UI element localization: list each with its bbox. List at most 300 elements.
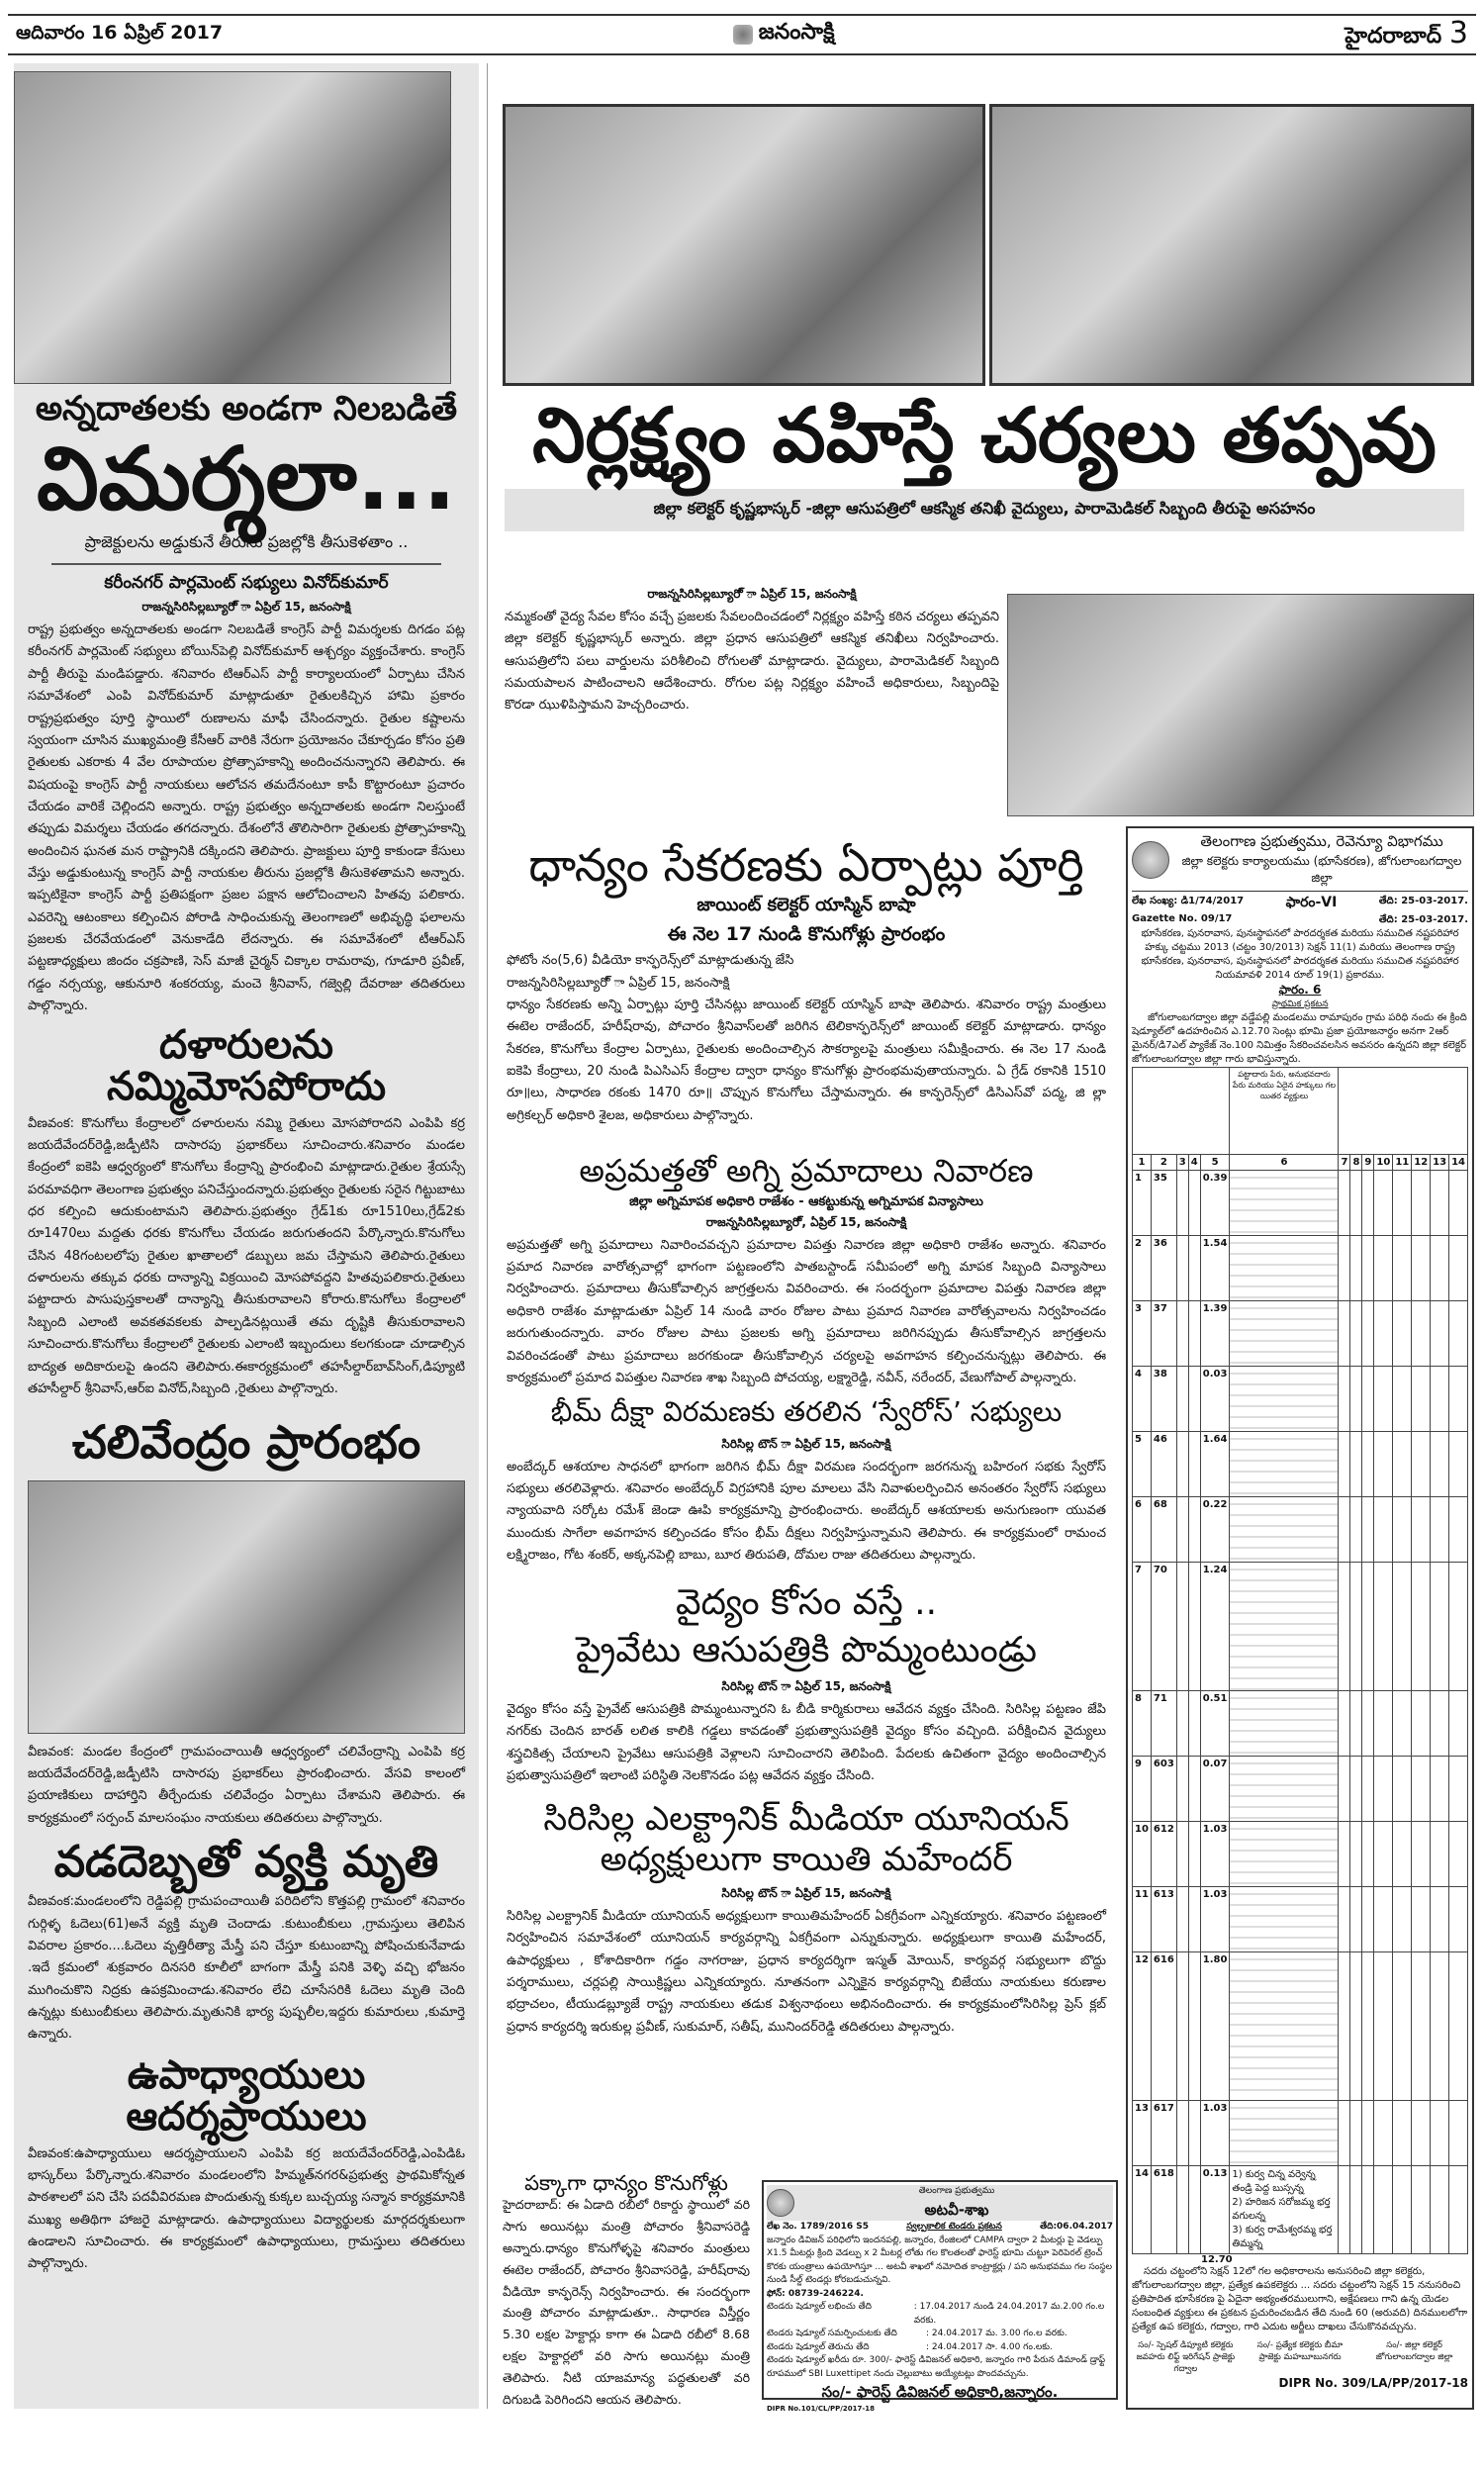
cell-survey: 618 <box>1151 2166 1176 2254</box>
cell <box>1339 1563 1350 1691</box>
land-form2-sub: ప్రాథమిక ప్రకటన <box>1271 999 1329 1009</box>
cell-extent: 1.24 <box>1200 1563 1230 1691</box>
cell <box>1350 1952 1362 2101</box>
cell <box>1362 1822 1374 1887</box>
cell <box>1374 1497 1393 1563</box>
cell <box>1374 1887 1393 1952</box>
cell <box>1350 1691 1362 1757</box>
cell <box>1412 2101 1431 2166</box>
collector-meeting-photo <box>1007 594 1474 816</box>
cell <box>1362 1236 1374 1301</box>
cell-survey: 70 <box>1151 1563 1176 1691</box>
cell <box>1449 2101 1468 2166</box>
lead-byline: కరీంనగర్ పార్లమెంట్ సభ్యులు వినోద్‌కుమార్ <box>104 573 389 594</box>
cell-survey: 38 <box>1151 1367 1176 1432</box>
mp-meeting-photo <box>14 71 451 384</box>
cell <box>1176 1563 1188 1691</box>
land-dipr: DIPR No. 309/LA/PP/2017-18 <box>1278 2376 1468 2390</box>
forest-dept: అటవీ-శాఖ <box>924 2200 989 2219</box>
cell <box>1188 1563 1200 1691</box>
cell <box>1350 2101 1362 2166</box>
cell <box>1350 1822 1362 1887</box>
cell-owners <box>1230 1301 1339 1367</box>
cell <box>1412 1563 1431 1691</box>
cell <box>1350 1757 1362 1822</box>
main-dateline: రాజన్నసిరిసిల్లబ్యూరో్ ా ఏప్రిల్ 15, జనంసాక్షి <box>647 587 857 601</box>
cell-sno: 12 <box>1133 1952 1152 2101</box>
column-number: 10 <box>1374 1155 1393 1171</box>
row-value: : 24.04.2017 సా. 4.00 గం.లకు. <box>926 2341 1053 2352</box>
signatory: సం/- స్పెషల్ డిప్యూటి కలెక్టరు జవహరు లిఫ్ట్ ఇరిగేషన్ ప్రాజెక్టు గద్వాల <box>1136 2340 1236 2374</box>
edition-page <box>1345 16 1468 53</box>
cell-extent: 1.64 <box>1200 1432 1230 1497</box>
vaidyam-dateline: సిరిసిల్ల టౌన్ ా ఏప్రిల్ 15, జనంసాక్షి <box>721 1679 891 1694</box>
cell <box>1188 1301 1200 1367</box>
edition-city: హైదరాబాద్ <box>1345 24 1442 48</box>
divider <box>51 563 441 565</box>
main-body: నమ్మకంతో వైద్య సేవల కోసం వచ్చే ప్రజలకు సేవలందించడంలో నిర్లక్ష్యం వహిస్తే కఠిన చర్యలు తప్పవని జిల్లా కలెక్టర్ కృష్ణభాస్కర్ అన్నారు. జిల్లా ప్రధాన ఆసుపత్రిలో ఆకస్మిక తనిఖీలు నిర్వహించారు. ఆసుపత్రిలోని పలు వార్డులను పరిశీలించి రోగులతో మాట్లాడారు. వైద్యులు, పారామెడికల్ సిబ్బంది సమయపాలన పాటించాలని ఆదేశించారు. రోగుల పట్ల నిర్లక్ష్యం వహించే అధికారులు, సిబ్బందిపై కొరడా ఝుళిపిస్తామని హెచ్చరించారు. <box>505 610 999 714</box>
cell <box>1188 1691 1200 1757</box>
page-number: 3 <box>1448 16 1468 50</box>
cell <box>1176 1952 1188 2101</box>
cell <box>1374 1691 1393 1757</box>
cell <box>1393 1367 1412 1432</box>
cell <box>1393 1757 1412 1822</box>
cell <box>1449 1952 1468 2101</box>
schedule-row <box>1133 1432 1468 1497</box>
dhanyam-dateline: రాజన్నసిరిసిల్లబ్యూరో్ ా ఏప్రిల్ 15, జనంసాక్షి <box>507 975 730 991</box>
cell-sno: 8 <box>1133 1691 1152 1757</box>
land-schedule-table <box>1132 1067 1468 2254</box>
land-date2: తేది: 25-03-2017. <box>1378 914 1468 925</box>
cell <box>1449 1432 1468 1497</box>
left-column <box>14 63 479 2409</box>
cell <box>1431 1367 1449 1432</box>
column-number: 6 <box>1230 1155 1339 1171</box>
cell <box>1339 1497 1350 1563</box>
schedule-row <box>1133 1236 1468 1301</box>
cell-sno: 5 <box>1133 1432 1152 1497</box>
schedule-row <box>1133 1497 1468 1563</box>
land-acquisition-notice <box>1126 826 1474 2410</box>
land-form: ఫారం-VI <box>1285 895 1338 910</box>
cell <box>1393 1887 1412 1952</box>
cell-owners <box>1230 1952 1339 2101</box>
cell-extent: 1.39 <box>1200 1301 1230 1367</box>
schedule-row <box>1133 1887 1468 1952</box>
fire-body: అప్రమత్తతో అగ్ని ప్రమాదాలు నివారించవచ్చని ప్రమాదాల విపత్తు నివారణ జిల్లా అధికారి రాజేశం అన్నారు. శనివారం ప్రమాద నివారణ వారోత్సవాల్లో భాగంగా పట్టణంలోని పాతబస్టాండ్ సమీపంలో అగ్ని మాపక సిబ్బంది విన్యాసాలు నిర్వహించారు. ప్రమాదాలు తీసుకోవాల్సిన జాగ్రత్తలను వివరించారు. ఈ సందర్భంగా ప్రమాదాల విపత్తు నివారణ జిల్లా అధికారి రాజేశం మాట్లాడుతూ ఏప్రిల్ 14 నుండి వారం రోజుల పాటు ప్రమాద నివారణ వారోత్సవాలను నిర్వహించడం జరుగుతుందన్నారు. వారం రోజుల పాటు ప్రజలకు అగ్ని ప్రమాదాలు జరిగినప్పుడు తీసుకోవాల్సిన జాగ్రత్తలను వివరించడంతో పాటు ప్రమాదాలు జరగకుండా తీసుకోవాల్సిన చర్యలపై అవగాహన కల్పించనున్నట్లు తెలిపారు. ఈ కార్యక్రమంలో ప్రమాద విపత్తుల నివారణ శాఖ సిబ్బంది పోచయ్య, లక్ష్మారెడ్డి, నవీన్, నరేందర్, వేణుగోపాల్ పాల్గన్నారు. <box>507 1237 1106 1385</box>
cell-owners <box>1230 1691 1339 1757</box>
cell <box>1431 1952 1449 2101</box>
forest-body: జన్నారం డివిజన్ పరిధిలోని ఇందనపల్లి, జన్నారం, రేంజిలలో CAMPA ద్వారా 2 మీటర్లు పై వెడల్పు X1.5 మీటర్లు క్రింది వెడల్పు x 2 మీటర్ల లోతు గల కొలతలతో ఫారెస్ట్ భూమి చుట్టూ పెరిపెరల్ ట్రెంచ్ కొరకు యంత్రాలు ఉపయోగిస్తూ ... అటవీ శాఖలో నమోదిత కాంట్రాక్టర్లు / పని అనుభవము గల సంస్థల నుండి సీల్డ్ టెండర్లు కోరబడుచున్నవి. <box>767 2235 1113 2285</box>
forest-dipr: DIPR No.101/CL/PP/2017-18 <box>767 2404 875 2413</box>
forest-row <box>767 2328 1113 2341</box>
cell-extent: 1.03 <box>1200 1887 1230 1952</box>
cell <box>1431 1563 1449 1691</box>
column-number: 12 <box>1412 1155 1431 1171</box>
cell <box>1339 1691 1350 1757</box>
masthead <box>8 14 1476 55</box>
govt-seal-icon <box>1132 841 1169 879</box>
cell <box>1412 2166 1431 2254</box>
cell-owners <box>1230 1367 1339 1432</box>
cell <box>1362 1497 1374 1563</box>
cell <box>1362 1887 1374 1952</box>
cell <box>1176 1301 1188 1367</box>
cell-sno: 1 <box>1133 1171 1152 1236</box>
column-divider <box>487 63 488 2409</box>
fire-dateline: రాజన్నసిరిసిల్లబ్యూరో్, ఏప్రిల్ 15, జనంసాక్షి <box>705 1214 907 1229</box>
cell-extent: 1.03 <box>1200 1822 1230 1887</box>
cell <box>1449 1563 1468 1691</box>
cell <box>1339 2166 1350 2254</box>
lead-kicker: అన్నదాతలకు అండగా నిలబడితే <box>35 389 458 428</box>
cell <box>1374 1432 1393 1497</box>
column-number-row <box>1133 1155 1468 1171</box>
cell-owners <box>1230 1563 1339 1691</box>
cell <box>1431 1757 1449 1822</box>
cell <box>1431 1497 1449 1563</box>
cell <box>1374 1757 1393 1822</box>
cell <box>1188 1822 1200 1887</box>
cell <box>1431 1432 1449 1497</box>
main-headline: నిర్లక్ష్యం వహిస్తే చర్యలు తప్పవు <box>532 391 1437 479</box>
cell-owners <box>1230 1822 1339 1887</box>
cell <box>1374 1563 1393 1691</box>
cell-survey: 603 <box>1151 1757 1176 1822</box>
cell <box>1412 1691 1431 1757</box>
dhanyam-headline: ధాన్యం సేకరణకు ఏర్పాట్లు పూర్తి <box>528 838 1084 892</box>
cell <box>1393 1236 1412 1301</box>
cell <box>1362 1563 1374 1691</box>
dalarulu-body: వీణవంక: కొనుగోలు కేంద్రాలలో దళారులను నమ్మి రైతులు మోసపోరాదని ఎంపిపి కర్ర జయదేవేందర్‌రెడ్డి,జడ్పీటిసి దాసారపు ప్రభాకర్‌లు సూచించారు.శనివారం మండల కేంద్రంలో ఐకెపి ఆధ్వర్యంలో కొనుగోలు కేంద్రాన్ని ప్రారంభించి మాట్లాడారు.రైతుల శ్రేయస్సే పరమావధిగా తెలంగాణ ప్రభుత్వం పనిచేస్తుందన్నారు.ప్రభుత్వం రైతులకు సరైన గిట్టుబాటు ధర కల్పించి ఆదుకుంటామని తెలిపారు.ప్రభుత్వం గ్రేడ్1కు రూ1510లు,గ్రేడ్2కు రూ1470లు మద్దతు ధరకు కొనుగోలు చేయడం జరుగుతందని పేర్కొన్నారు.కొనుగోలు చేసిన 48గంటలలోపు రైతుల ఖాతాలలో డబ్బులు జమ చేస్తామని తెలిపారు.రైతులు దళారులను తక్కువ ధరకు దాన్యాన్ని విక్రయించి మోసపోవద్దని హితవుపలికారు.రైతులు పట్టాదారు పాసుపుస్తకాలతో దాన్యాన్ని తీసుకురావాలని కోరారు.కొనుగోలు కేంద్రాలలో సిబ్బంది ఎలాంటి అవకతవకలకు పాల్పడినట్లయితే తమ దృష్టికి తీసుకురావాలని సూచించారు.కొనుగోలు కేంద్రాలలో రైతులకు ఎలాంటి ఇబ్బందులు కలగకుండా చూడాల్సిన బాద్యత అదికారులపై ఉందని తెలిపారు.ఈకార్యక్రమంలో తహసీల్దార్‌బావ్‌సింగ్,డిప్యూటి తహసీల్దార్ శ్రీనివాస్,ఆర్‌ఐ వినోద్,సిబ్బంది ,రైతులు పాల్గొన్నారు. <box>28 1115 465 1396</box>
forest-govt: తెలంగాణ ప్రభుత్వము <box>918 2186 995 2196</box>
media-headline-1: సిరిసిల్ల ఎలక్ట్రానిక్ మీడియా యూనియన్ <box>543 1798 1069 1839</box>
row-value: : 17.04.2017 నుండి 24.04.2017 మ.2.00 గం.ల వరకు. <box>913 2302 1105 2326</box>
column-number: 8 <box>1350 1155 1362 1171</box>
cell <box>1188 1432 1200 1497</box>
cell-survey: 612 <box>1151 1822 1176 1887</box>
cell <box>1412 1822 1431 1887</box>
cell <box>1431 1301 1449 1367</box>
cell <box>1412 1497 1431 1563</box>
issue-date: ఆదివారం 16 ఏప్రిల్ 2017 <box>16 21 224 44</box>
column-number: 7 <box>1339 1155 1350 1171</box>
cell <box>1350 2166 1362 2254</box>
land-total: 12.70 <box>1201 2254 1233 2265</box>
cell <box>1449 1367 1468 1432</box>
cell <box>1188 1171 1200 1236</box>
cell-sno: 7 <box>1133 1563 1152 1691</box>
cell <box>1176 1171 1188 1236</box>
cell-extent: 1.80 <box>1200 1952 1230 2101</box>
cell <box>1362 1757 1374 1822</box>
cell-owners <box>1230 1887 1339 1952</box>
govt-seal-icon <box>767 2189 794 2217</box>
forest-phone: ఫోన్: 08739-246224. <box>767 2288 864 2299</box>
cell <box>1188 1497 1200 1563</box>
cell <box>1431 2101 1449 2166</box>
cell <box>1339 1757 1350 1822</box>
media-headline-2: అధ్యక్షులుగా కాయితి మహేందర్ <box>600 1840 1013 1880</box>
bhim-body: అంబేద్కర్ ఆశయాల సాధనలో భాగంగా జరిగిన భీమ్ దీక్షా విరమణ సందర్భంగా జరగనున్న బహిరంగ సభకు స్వేరోస్ సభ్యులు తరలివెళ్లారు. శనివారం అంబేద్కర్ విగ్రహానికి పూల మాలలు వేసి నివాళులర్పించిన అనంతరం స్వేరోస్ సభ్యులు న్యాయవాది సర్కోట రమేశ్ జెండా ఊపి కార్యక్రమాన్ని ప్రారంభించారు. అంబేద్కర్ ఆశయాలకు అనుగుణంగా యువత ముందుకు సాగేలా అవగాహన కల్పించడం కోసం భీమ్ దీక్షలు నిర్వహిస్తున్నామని తెలిపారు. ఈ కార్యక్రమంలో రామంచ లక్ష్మిరాజం, గోట శంకర్, అక్కనపెల్లి బాబు, బూర తిరుపతి, దోమల రాజు తదితరులు పాల్గన్నారు. <box>507 1459 1106 1564</box>
cell <box>1176 1432 1188 1497</box>
fire-sub: జిల్లా అగ్నిమాపక అధికారి రాజేశం - ఆకట్టుకున్న అగ్నిమాపక విన్యాసాలు <box>629 1193 983 1209</box>
cell <box>1412 1301 1431 1367</box>
signatory: సం/- ప్రత్యేక కలెక్టరు బీమా ప్రాజెక్టు మహబూబునగరు <box>1256 2340 1344 2362</box>
cell <box>1374 1171 1393 1236</box>
forest-row <box>767 2301 1113 2328</box>
land-office: జిల్లా కలెక్టరు కార్యాలయము (భూసేకరణ), జోగులాంబగద్వాల జిల్లా <box>1181 854 1462 885</box>
forest-tender-notice <box>762 2180 1118 2413</box>
forest-fee: టెండరు షెడ్యూల్ ఖరీదు రూ. 300/- ఫారెస్ట్ డివిజనల్ అధికారి, జన్నారం గారి పేరున డిమాండ్ డ్రాఫ్ట్ రూపములో SBI Luxettipet నందు చెల్లుబాటు అయ్యేటట్లు పొందవచ్చును. <box>767 2355 1106 2379</box>
schedule-row <box>1133 1301 1468 1367</box>
cell <box>1362 2101 1374 2166</box>
cell-owners <box>1230 1432 1339 1497</box>
cell <box>1188 2166 1200 2254</box>
cell <box>1362 2166 1374 2254</box>
cell <box>1393 1822 1412 1887</box>
cell <box>1393 1432 1412 1497</box>
logo-text: జనంసాక్షి <box>758 20 835 45</box>
cell <box>1362 1691 1374 1757</box>
forest-signature: సం/- ఫారెస్ట్ డివిజనల్ అధికారి,జన్నారం. <box>821 2383 1059 2401</box>
header-cell <box>1133 1068 1230 1155</box>
column-number: 4 <box>1188 1155 1200 1171</box>
pakka-headline: పక్కాగా ధాన్యం కొనుగోళ్లు <box>524 2171 728 2195</box>
cell <box>1339 1171 1350 1236</box>
cell <box>1431 1236 1449 1301</box>
vadadebba-headline: వడదెబ్బతో వ్యక్తి మృతి <box>53 1836 439 1887</box>
lead-subhead: ప్రాజెక్టులను అడ్డుకునే తీరును ప్రజల్లోకి తీసుకెళతాం .. <box>84 532 409 552</box>
cell <box>1188 2101 1200 2166</box>
forest-date: తేది:06.04.2017 <box>1040 2222 1113 2232</box>
column-number: 5 <box>1200 1155 1230 1171</box>
dhanyam-caption: ఫోటోం నం(5,6) వీడియో కాన్ఫరెన్స్‌లో మాట్లాడుతున్న జేసి <box>507 953 794 969</box>
cell <box>1393 1497 1412 1563</box>
column-number: 14 <box>1449 1155 1468 1171</box>
cell-sno: 11 <box>1133 1887 1152 1952</box>
cell-sno: 10 <box>1133 1822 1152 1887</box>
cell <box>1176 2101 1188 2166</box>
pakka-body: హైదరాబాద్: ఈ ఏడాది రబీలో రికార్డు స్థాయిలో వరి సాగు అయినట్లు మంత్రి పోచారం శ్రీనివాసరెడ్డి అన్నారు.ధాన్యం కొనుగోళ్ళపై శనివారం మంత్రులు ఈటెల రాజేందర్, పోచారం శ్రీనివాసరెడ్డి, హరీష్‌రావు వీడియో కాన్ఫరెన్స్ నిర్వహించారు. ఈ సందర్భంగా మంత్రి పోచారం మాట్లాడుతూ.. సాధారణ విస్తీర్ణం 5.30 లక్షల హెక్టార్లు కాగా ఈ ఏడాది రబీలో 8.68 లక్షల హెక్టార్లలో వరి సాగు అయినట్లు మంత్రి తెలిపారు. నీటి యాజమాన్య పద్ధతులతో వరి దిగుబడి పెరిగిందని ఆయన తెలిపారు. <box>503 2197 750 2407</box>
cell <box>1412 1236 1431 1301</box>
cell <box>1350 1563 1362 1691</box>
owner-name: 3) కుర్వ రామేశ్వరమ్మ భర్త తిమ్మన్న <box>1232 2225 1333 2249</box>
cell-survey: 71 <box>1151 1691 1176 1757</box>
cell <box>1412 1432 1431 1497</box>
cell <box>1339 1301 1350 1367</box>
lead-dateline: రాజన్నసిరిసిల్లబ్యూరో్ ా ఏప్రిల్ 15, జనంసాక్షి <box>141 600 351 615</box>
cell <box>1449 1691 1468 1757</box>
center-column <box>495 838 1118 2039</box>
chalivendram-photo <box>28 1480 465 1734</box>
lead-body: రాష్ట్ర ప్రభుత్వం అన్నదాతలకు అండగా నిలబడితే కాంగ్రెస్ పార్టీ విమర్శలకు దిగడం పట్ల కరీంనగర్ పార్లమెంట్ సభ్యులు బోయిన్‌పెల్లి వినోద్‌కుమార్ ఆశ్చర్యం వ్యక్తంచేశారు. కాంగ్రెస్ పార్టీ తీరుపై మండిపడ్డారు. శనివారం టిఆర్ఎస్ పార్టీ కార్యాలయంలో ఏర్పాటు చేసిన సమావేశంలో ఎంపి వినోద్‌కుమార్ మాట్లాడుతూ రైతులకిచ్చిన హామి ప్రకారం రాష్ట్రప్రభుత్వం పూర్తి స్థాయిలో రుణాలను మాఫీ చేసిందన్నారు. రైతుల కష్టాలను స్వయంగా చూసిన ముఖ్యమంత్రి కేసీఆర్ వారికి నేరుగా ప్రయోజనం చేకూర్చడం కోసం ప్రతి రైతులకు ఎకరాకు 4 వేల రూపాయల ప్రోత్సాహకాన్ని అందించనున్నారని తెలిపారు. ఈ విషయంపై కాంగ్రెస్ పార్టీ నాయకులు ఆలోచన తమదేనంటూ కాపీ కొట్టారంటూ ప్రచారం చేయడం వారికే చెల్లిందని అన్నారు. రాష్ట్ర ప్రభుత్వం అన్నదాతలకు అండగా నిలస్తుంటే తప్పుడు విమర్శలు చేయడం తగదన్నారు. దేశంలోనే తొలిసారిగా రైతులకు ప్రోత్సాహకాన్ని అందించిన ఘనత మన రాష్ట్రానికి దక్కిందని తెలిపారు. ప్రాజక్టులు పూర్తి కాకుండా కేసులు వేస్తు అడ్డుకుంటున్న కాంగ్రెస్ పార్టీ నాయకుల తీరును ప్రజల్లోకి తీసుకెళతామని అన్నారు. ఇప్పటికైనా కాంగ్రెస్ పార్టీ ప్రతిపక్షంగా ప్రజల పక్షాన ఆలోచించాలని హితవు పలికారు. ఎవరెన్ని ఆటంకాలు కల్పించిన పోరాడి సాధించుకున్న తెలంగాణలో అభివృద్ధి ఫలాలను ప్రజలకు చేరవేయడంలో వెనుకాడేది లేదన్నారు. ఈ సమావేశంలో టీఆర్ఎస్ పట్టణాధ్యక్షులు జిందం చక్రపాణి, సెస్ మాజీ చైర్మన్ చిక్కాల రామరావు, గూడూరి ప్రవీణ్, గడ్డం నర్సయ్య, ఆకునూరి శంకరయ్య, మంచె శ్రీనివాస్, గజ్వెల్లి దేవరాజు తదితరులు పాల్గొన్నారు. <box>28 622 465 1014</box>
land-date1: తేది: 25-03-2017. <box>1378 896 1468 906</box>
cell <box>1412 1887 1431 1952</box>
vaidyam-headline-1: వైద్యం కోసం వస్తే .. <box>675 1582 938 1624</box>
land-govt: తెలంగాణ ప్రభుత్వము, రెవెన్యూ విభాగము <box>1200 832 1443 850</box>
cell <box>1339 1367 1350 1432</box>
header-cell <box>1339 1068 1468 1155</box>
column-number: 2 <box>1151 1155 1176 1171</box>
vaidyam-body: వైద్యం కోసం వస్తే ప్రైవేట్ ఆసుపత్రికి పొమ్మంటున్నారని ఓ బీడి కార్మికురాలు ఆవేదన వ్యక్తం చేసింది. సిరిసిల్ల పట్టణం జేపి నగర్‌కు చెందిన బారత్ లలిత కాలికి గడ్డలు కావడంతో ప్రభుత్వాసుపత్రికి వైద్యం కోసం వచ్చింది. పరీక్షించిన వైద్యులు శస్త్రచికిత్స చేయాలని ప్రైవేటు ఆసుపత్రికి వెళ్లాలని సూచించారని తెలిపింది. పేదలకు ఉచితంగా వైద్యం అందించాల్సిన ప్రభుత్వాసుపత్రిలో ఇలాంటి పరిస్థితి నెలకొనడం పట్ల ఆవేదన వ్యక్తం చేసింది. <box>507 1702 1106 1784</box>
chalivendram-body: వీణవంక: మండల కేంద్రంలో గ్రామపంచాయితీ ఆధ్వర్యంలో చలివేంద్రాన్ని ఎంపిపి కర్ర జయదేవేందర్‌రెడ్డి,జడ్పీటిసి దాసారపు ప్రభాకర్‌లు ప్రారంభించారు. వేసవి కాలంలో ప్రయాణికులు దాహార్తిని తీర్చేందుకు చలివేంద్రం ఏర్పాటు చేశామని తెలిపారు. ఈ కార్యక్రమంలో సర్పంచ్ మాలసంఘం నాయకులు తదితరులు పాల్గొన్నారు. <box>28 1744 465 1826</box>
hospital-inspection-photo-1 <box>503 104 985 386</box>
cell <box>1374 1301 1393 1367</box>
cell <box>1188 1952 1200 2101</box>
cell <box>1449 1887 1468 1952</box>
cell-extent: 0.39 <box>1200 1171 1230 1236</box>
cell <box>1176 1497 1188 1563</box>
cell <box>1362 1301 1374 1367</box>
cell-survey: 37 <box>1151 1301 1176 1367</box>
cell <box>1188 1887 1200 1952</box>
cell-extent: 1.03 <box>1200 2101 1230 2166</box>
cell <box>1393 1952 1412 2101</box>
cell <box>1449 1822 1468 1887</box>
cell <box>1449 1497 1468 1563</box>
cell <box>1431 2166 1449 2254</box>
land-closing: సదరు చట్టంలోని సెక్షన్ 12లో గల అధికారాలను అనుసరించి జిల్లా కలెక్టరు, జోగులాంబగద్వాల జిల్లా, ప్రత్యేక ఉపకలెక్టరు ... సదరు చట్టంలోని సెక్షన్ 15 ననుసరించి ప్రతిపాదిత భూసేకరణ పై ఏదైనా అభ్యంతరములుగాని, అక్షేపణలు గాని ఉన్న యెడల సంబంధిత వ్యక్తులు ఈ ప్రకటన ప్రచురించబడిన తేది నుండి 60 (అరువది) దినములలోగా ప్రత్యేక ఉప కలెక్టరు, గద్వాల, గారి ఎదుట అర్జీలు దాఖలు చేసుకొనవచ్చును. <box>1132 2266 1468 2332</box>
hospital-inspection-photo-2 <box>989 104 1474 386</box>
cell <box>1339 1236 1350 1301</box>
dalarulu-headline: దళారులను నమ్మిమోసపోరాదు <box>106 1021 387 1109</box>
cell <box>1449 1236 1468 1301</box>
cell <box>1350 1171 1362 1236</box>
forest-row <box>767 2341 1113 2355</box>
cell-survey: 36 <box>1151 1236 1176 1301</box>
cell <box>1350 1236 1362 1301</box>
column-number: 1 <box>1133 1155 1152 1171</box>
cell <box>1393 1691 1412 1757</box>
cell <box>1350 1497 1362 1563</box>
cell <box>1339 1822 1350 1887</box>
cell-extent: 0.03 <box>1200 1367 1230 1432</box>
cell <box>1393 1563 1412 1691</box>
cell-sno: 13 <box>1133 2101 1152 2166</box>
cell <box>1188 1367 1200 1432</box>
cell-extent: 0.22 <box>1200 1497 1230 1563</box>
chalivendram-headline: చలివేంద్రం ప్రారంభం <box>71 1415 421 1470</box>
cell <box>1176 1236 1188 1301</box>
cell <box>1176 2166 1188 2254</box>
cell-survey: 617 <box>1151 2101 1176 2166</box>
bhim-headline: భీమ్ దీక్షా విరమణకు తరలిన ‘స్వేరోస్’ సభ్యులు <box>550 1395 1063 1429</box>
cell-extent: 0.13 <box>1200 2166 1230 2254</box>
cell <box>1431 1171 1449 1236</box>
main-subhead: జిల్లా కలెక్టర్ కృష్ణభాస్కర్ -జిల్లా ఆసుపత్రిలో ఆకస్మిక తనిఖీ వైద్యులు, పారామెడికల్ సిబ్బంది తీరుపై అసహనం <box>505 489 1464 531</box>
cell <box>1176 1887 1188 1952</box>
upadhyayulu-body: వీణవంక:ఉపాధ్యాయులు ఆదర్శప్రాయులని ఎంపిపి కర్ర జయదేవేందర్‌రెడ్డి,ఎంపిడిఓ భాస్కర్‌లు పేర్కొన్నారు.శనివారం మండలంలోని హిమ్మత్‌నగర&ప్రభుత్వ ప్రాథమికోన్నత పాఠశాలలో పని చేసి పదవీవిరమణ పొందుతున్న కుక్కల బుచ్చయ్య సన్మాన కార్యక్రమానికి ముఖ్య అతిథిగా హాజరై మాట్లాడారు. ఉపాధ్యాయులు విద్యార్థులకు మార్గదర్శకులుగా ఉండాలని సూచించారు. ఈ కార్యక్రమంలో ఉపాధ్యాయులు, గ్రామస్తులు తదితరులు పాల్గొన్నారు. <box>28 2145 465 2272</box>
cell <box>1412 1171 1431 1236</box>
land-form2: ఫారం. 6 <box>1278 983 1322 997</box>
cell <box>1362 1432 1374 1497</box>
media-body: సిరిసిల్ల ఎలక్ట్రానిక్ మీడియా యూనియన్ అధ్యక్షులుగా కాయితిమహేందర్ ఏకగ్రీవంగా ఎన్నికయ్యారు. శనివారం పట్టణంలో నిర్వహించిన సమావేశంలో యూనియన్ కార్యవర్గాన్ని ఏకగ్రీవంగా ఎన్నుకున్నారు. అధ్యక్షులుగా కాయితి మహేందర్, ఉపాధ్యక్షులు , కోశాదికారిగా గడ్డం నాగరాజు, ప్రధాన కార్యదర్శిగా ఇస్మత్ మోయిన్, కార్యవర్గ సభ్యులుగా బొద్దు పర్శరాములు, చర్లపల్లి సాయిక్రిష్ణలు ఎన్నికయ్యారు. నూతనంగా ఎన్నికైన కార్యవర్గాన్ని బిజేయు నాయకులు కరుణాల భద్రాచలం, టీయుడబ్ల్యూజే రాష్ట్ర నాయకులు తడుక విశ్వనాథంలు అభినందించారు. ఈ కార్యక్రమంలోసిరిసిల్ల ప్రెస్ క్లబ్ ప్రధాన కార్యదర్శి ఇరుకుల్ల ప్రవీణ్, సుకుమార్, సతీష్, మునిందర్‌రెడ్డి తదితరులు పాల్గన్నారు. <box>507 1908 1106 2035</box>
upadhyayulu-headline: ఉపాధ్యాయులు ఆదర్శప్రాయులు <box>126 2051 367 2140</box>
cell-survey: 616 <box>1151 1952 1176 2101</box>
pakka-story <box>503 2172 750 2411</box>
cell-owners <box>1230 2166 1339 2254</box>
fire-headline: అప్రమత్తతో అగ్ని ప్రమాదాలు నివారణ <box>579 1152 1034 1190</box>
cell <box>1431 1822 1449 1887</box>
cell <box>1374 1236 1393 1301</box>
bhim-dateline: సిరిసిల్ల టౌన్ ా ఏప్రిల్ 15, జనంసాక్షి <box>721 1436 891 1451</box>
owner-name: 1) కుర్వ చిన్న వర్వెన్న తండ్రి పెద్ద బుస్సన్న <box>1232 2169 1316 2194</box>
schedule-row <box>1133 1367 1468 1432</box>
cell <box>1350 1887 1362 1952</box>
vaidyam-headline-2: ప్రైవేటు ఆసుపత్రికి పొమ్మంటుండ్రు <box>576 1630 1037 1671</box>
cell <box>1188 1757 1200 1822</box>
lead-headline: విమర్శలా... <box>37 427 456 529</box>
cell-sno: 3 <box>1133 1301 1152 1367</box>
cell <box>1176 1757 1188 1822</box>
logo-icon <box>733 25 753 45</box>
land-ref: లేఖ సంఖ్య: డి1/74/2017 <box>1132 896 1245 906</box>
dhanyam-sub1: జాయింట్ కలెక్టర్ యాస్మిన్ బాషా <box>696 895 916 916</box>
cell <box>1374 1822 1393 1887</box>
cell-extent: 1.54 <box>1200 1236 1230 1301</box>
cell <box>1362 1952 1374 2101</box>
column-number: 9 <box>1362 1155 1374 1171</box>
schedule-row <box>1133 1563 1468 1691</box>
cell <box>1339 2101 1350 2166</box>
cell <box>1176 1691 1188 1757</box>
forest-ref: లేఖ నెం. 1789/2016 S5 <box>767 2222 870 2232</box>
cell-sno: 6 <box>1133 1497 1152 1563</box>
cell-owners <box>1230 1171 1339 1236</box>
cell <box>1176 1367 1188 1432</box>
cell <box>1350 1432 1362 1497</box>
schedule-row <box>1133 1822 1468 1887</box>
cell <box>1449 1757 1468 1822</box>
row-label: టెండరు షెడ్యూల్ లభించు తేది <box>767 2302 872 2312</box>
cell-survey: 46 <box>1151 1432 1176 1497</box>
cell <box>1350 1367 1362 1432</box>
cell <box>1449 1301 1468 1367</box>
cell-owners <box>1230 1236 1339 1301</box>
land-preamble: భూసేకరణ, పునరావాస, పునఃస్థాపనలో పారదర్శకత మరియు సముచిత నష్టపరిహార హక్కు చట్టము 2013 (చట్టం 30/2013) సెక్షన్ 11(1) మరియు తెలంగాణ రాష్ట్ర భూసేకరణ, పునరావాస, పునఃస్థాపనలో పారదర్శకత మరియు సముచిత నష్టపరిహార నియమావళి 2014 రూల్ 19(1) ప్రకారము. <box>1141 928 1459 981</box>
dhanyam-sub2: ఈ నెల 17 నుండి కొనుగోళ్లు ప్రారంభం <box>667 923 946 946</box>
cell-extent: 0.51 <box>1200 1691 1230 1757</box>
column-number: 13 <box>1431 1155 1449 1171</box>
cell-survey: 613 <box>1151 1887 1176 1952</box>
schedule-row <box>1133 1691 1468 1757</box>
cell <box>1393 1171 1412 1236</box>
signatory: సం/- జిల్లా కలెక్టర్ జోగులాంబగద్వాల జిల్లా <box>1375 2340 1453 2362</box>
cell <box>1374 2101 1393 2166</box>
media-dateline: సిరిసిల్ల టౌన్ ా ఏప్రిల్ 15, జనంసాక్షి <box>721 1885 891 1900</box>
cell <box>1412 1952 1431 2101</box>
cell <box>1188 1236 1200 1301</box>
column-number: 11 <box>1393 1155 1412 1171</box>
cell-survey: 68 <box>1151 1497 1176 1563</box>
cell <box>1393 2166 1412 2254</box>
schedule-row <box>1133 2166 1468 2254</box>
cell-sno: 9 <box>1133 1757 1152 1822</box>
vadadebba-body: వీణవంక:మండలంలోని రెడ్డిపల్లి గ్రామపంచాయితీ పరిదిలోని కొత్తపల్లి గ్రామంలో శనివారం గుర్గిళ్ళ ఓదెలు(61)అనే వ్యక్తి మృతి చెందాడు .కుటుంబీకులు ,గ్రామస్తులు తెలిపిన వివరాల ప్రకారం....ఓదెలు వృత్తిరీత్యా మేస్త్రీ పని చేస్తూ కుటుంబాన్ని పోషించుకునేవాడు .ఇదే క్రమంలో శుక్రవారం దినసరి కూలీలో బాగంగా మేస్త్రీ పనికి వెళ్ళి వచ్చి భోజనం ముగించుకొని నిద్రకు ఉపక్రమించాడు.శనివారం లేచి చూసేసరికి ఓదెలు మృతి చెంది ఉన్నట్లు కుటుంబీకులు తెలిపారు.మృతునికి భార్య పుష్పలీల,ఇద్దరు కుమారులు ,కుమార్తె ఉన్నారు. <box>28 1894 465 2043</box>
cell-survey: 35 <box>1151 1171 1176 1236</box>
schedule-row <box>1133 1952 1468 2101</box>
cell <box>1374 1952 1393 2101</box>
land-intro: జోగులాంబగద్వాల జిల్లా వడ్డేపల్లి మండలము రామాపురం గ్రామ పరిధి నందు ఈ క్రింది షెడ్యూల్‌లో ఉదహరించిన ఎ.12.70 సెంట్లు భూమి ప్రజా ప్రయోజనార్థం అనగా 2ఆర్ మైనర్/డి7ఎల్ ప్యాకేజ్ నెం.100 నిమిత్తం సేకరించవలసిన అవసరం ఉన్నదని జిల్లా కలెక్టర్ జోగులాంబగద్వాల జిల్లా గారు భావిస్తున్నారు. <box>1132 1012 1467 1065</box>
dhanyam-body: ధాన్యం సేకరణకు అన్ని ఏర్పాట్లు పూర్తి చేసినట్లు జాయింట్ కలెక్టర్ యాస్మిన్ బాషా తెలిపారు. శనివారం రాష్ట్ర మంత్రులు ఈటెల రాజేందర్, హరీష్‌రావు, పోచారం శ్రీనివాస్‌లతో జరిగిన టెలికాన్ఫరెన్స్‌లో జాయింట్ కలెక్టర్ మాట్లాడారు. ధాన్యం సేకరణ, కొనుగోలు కేంద్రాల ఏర్పాటు, రైతులకు అందించాల్సిన సౌకర్యాలపై మంత్రులు సమీక్షించారు. ఈ నెల 17 నుండి ఐకెపి కేంద్రాలు, 20 నుండి పిఎసిఎస్ కేంద్రాల ద్వారా ధాన్యం కొనుగోళ్లు ప్రారంభమవుతాయన్నారు. ఏ గ్రేడ్ రకానికి 1510 రూ॥లు, సాధారణ రకంకు 1470 రూ॥ చొప్పున కొనుగోలు చేస్తామన్నారు. ఈ కాన్ఫరెన్స్‌లో డిసిఎస్‌వో పద్మ, జి ల్లా అగ్రికల్చర్ అధికారి శైలజ, అధికారులు పాల్గొన్నారు. <box>507 998 1106 1123</box>
newspaper-logo <box>733 20 835 49</box>
cell-sno: 14 <box>1133 2166 1152 2254</box>
cell <box>1176 1822 1188 1887</box>
owner-name: 2) హరిజన సరోజమ్మ భర్త వగులన్న <box>1232 2197 1331 2222</box>
schedule-row <box>1133 2101 1468 2166</box>
